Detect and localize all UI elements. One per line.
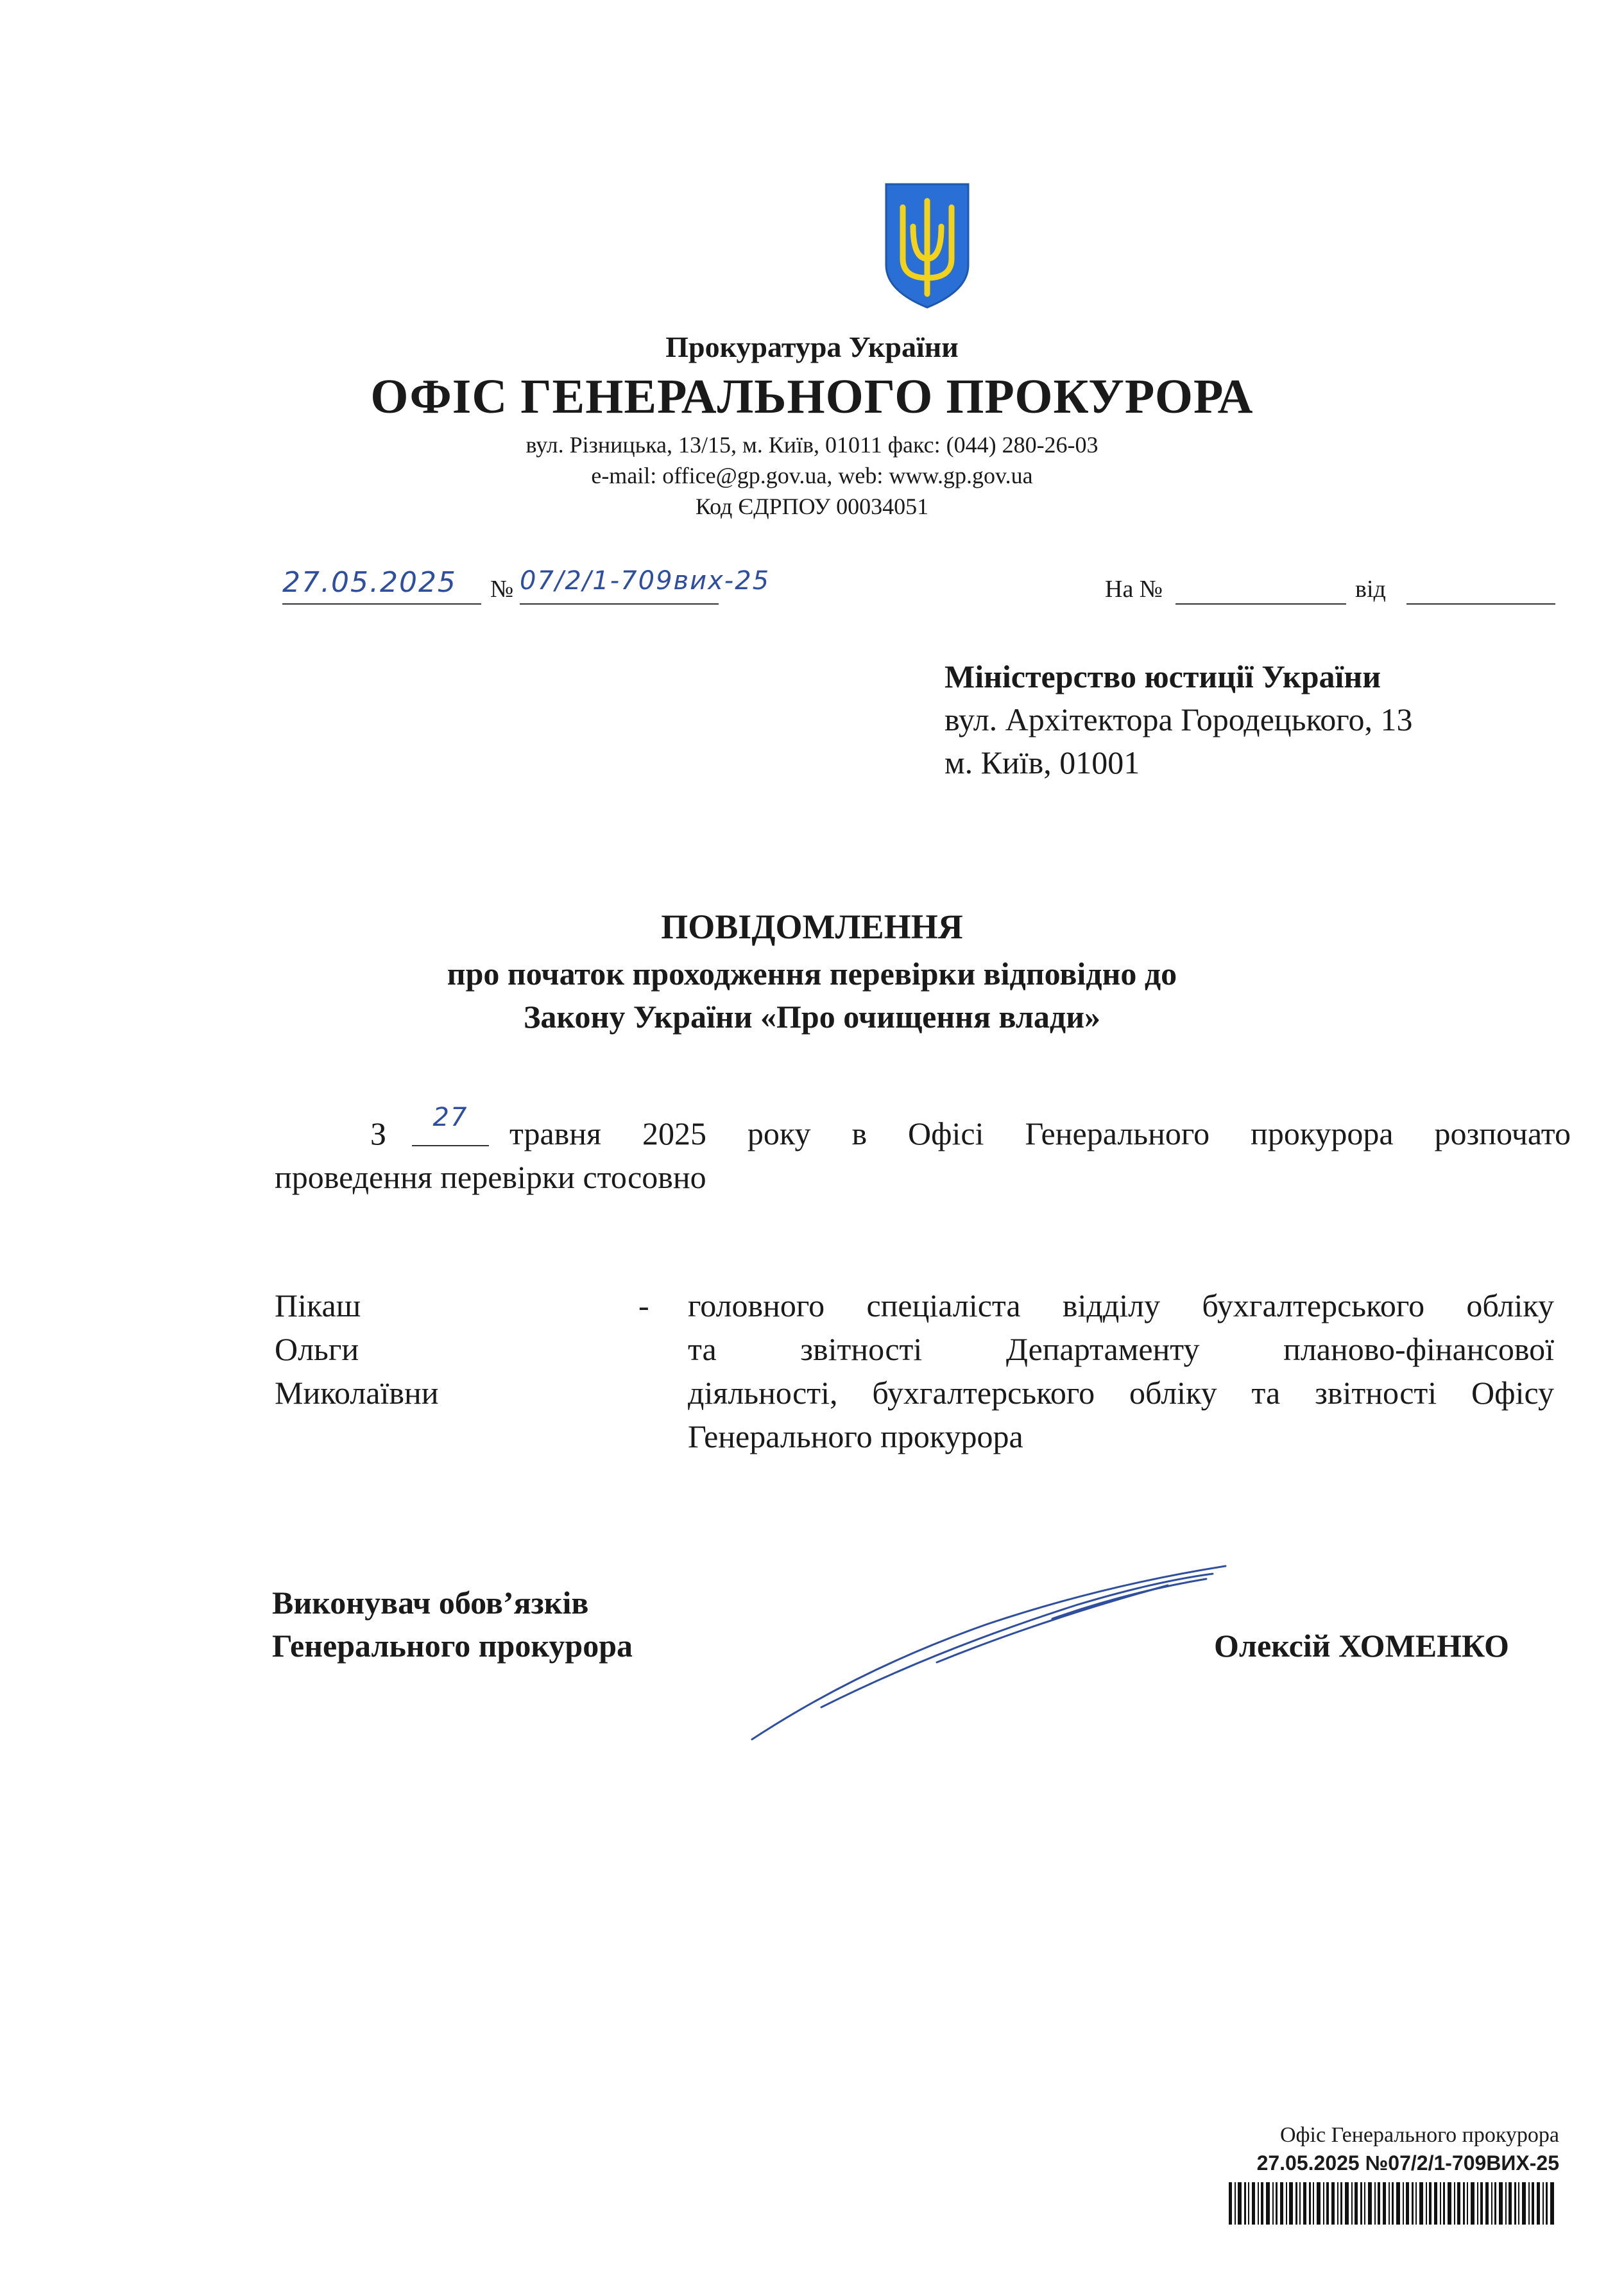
- person-position-line: діяльності, бухгалтерського обліку та звітності Офісу: [688, 1375, 1554, 1411]
- office-contacts: e-mail: office@gp.gov.ua, web: www.gp.gov.ua: [591, 463, 1033, 488]
- signer-name: Олексій ХОМЕНКО: [1214, 1628, 1509, 1664]
- person-dash: -: [638, 1288, 649, 1323]
- reg-number: 07/2/1-709вих-25: [520, 566, 719, 605]
- recipient-city: м. Київ, 01001: [944, 745, 1140, 780]
- reg-date: 27.05.2025: [282, 566, 481, 605]
- reg-number-label: №: [490, 576, 514, 603]
- signer-role-line1: Виконувач обов’язків: [272, 1585, 589, 1621]
- stamp-reg: 27.05.2025 №07/2/1-709ВИХ-25: [1256, 2151, 1559, 2175]
- office-name: ОФІС ГЕНЕРАЛЬНОГО ПРОКУРОРА: [370, 370, 1254, 424]
- trident-coat-of-arms-icon: [884, 182, 971, 310]
- office-edrpou: Код ЄДРПОУ 00034051: [695, 494, 929, 519]
- document-subtitle-line1: про початок проходження перевірки відповідно до: [447, 956, 1177, 992]
- person-first-name: Ольги: [275, 1331, 359, 1367]
- handwritten-signature-icon: [744, 1560, 1232, 1746]
- org-name: Прокуратура України: [665, 331, 959, 363]
- office-address: вул. Різницька, 13/15, м. Київ, 01011 факс: (044) 280-26-03: [526, 432, 1098, 458]
- person-position-line: головного спеціаліста відділу бухгалтерського обліку: [688, 1288, 1554, 1323]
- person-surname: Пікаш: [275, 1288, 361, 1323]
- document-subtitle-line2: Закону України «Про очищення влади»: [523, 999, 1101, 1035]
- body-line2: проведення перевірки стосовно: [275, 1159, 706, 1195]
- signer-role-line2: Генерального прокурора: [272, 1628, 633, 1664]
- recipient-name: Міністерство юстиції України: [944, 659, 1381, 694]
- body-day-handwritten: 27: [412, 1103, 489, 1146]
- reply-date-blank: [1406, 570, 1555, 605]
- reply-number-blank: [1175, 570, 1346, 605]
- recipient-street: вул. Архітектора Городецького, 13: [944, 702, 1413, 737]
- person-position-line: Генерального прокурора: [688, 1418, 1023, 1454]
- stamp-org: Офіс Генерального прокурора: [1279, 2123, 1559, 2147]
- person-patronymic: Миколаївни: [275, 1375, 439, 1411]
- body-line1: травня 2025 року в Офісі Генерального прокурора розпочато: [509, 1115, 1571, 1151]
- body-prefix: З: [370, 1115, 387, 1151]
- document-title: ПОВІДОМЛЕННЯ: [661, 908, 963, 946]
- person-position-line: та звітності Департаменту планово-фінансової: [688, 1331, 1554, 1367]
- reply-from-label: від: [1355, 576, 1386, 603]
- reply-number-label: На №: [1105, 576, 1163, 603]
- barcode-icon: [1229, 2182, 1556, 2225]
